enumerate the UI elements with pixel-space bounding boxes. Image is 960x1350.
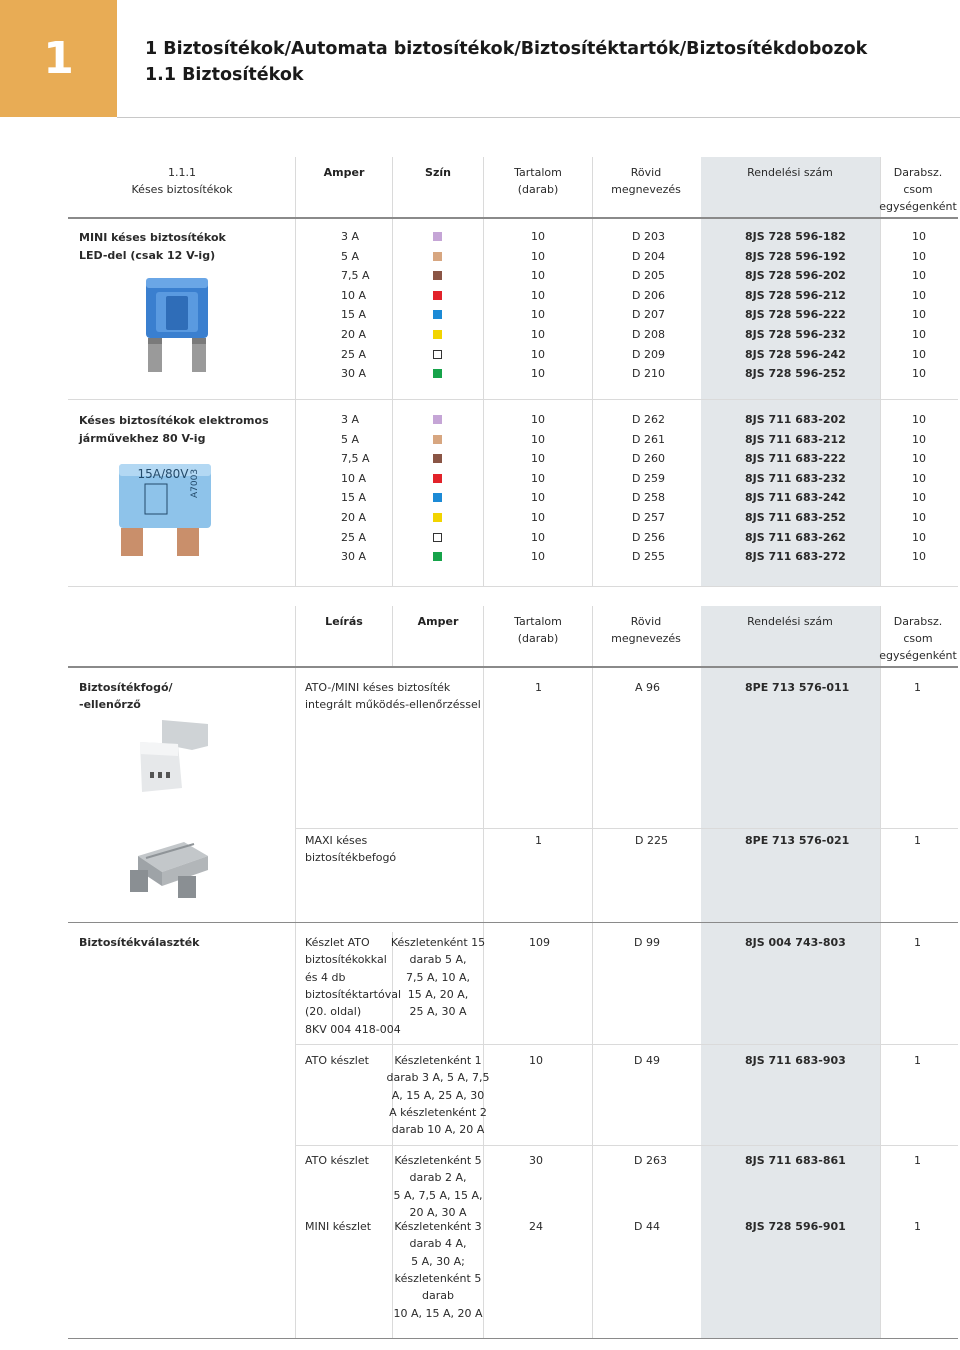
pack-qty-cell: 10 <box>912 367 926 381</box>
chapter-number-box <box>0 0 117 117</box>
pack-qty-cell: 10 <box>912 471 926 485</box>
amper-cell: 5 A, 30 A; <box>411 1254 465 1268</box>
header-darabsz: Darabsz. <box>893 166 943 179</box>
amper-cell: 10 A, 15 A, 20 A <box>393 1306 483 1320</box>
amp-cell: 5 A <box>341 249 360 263</box>
col-divider <box>483 606 484 1338</box>
amp-cell: 7,5 A <box>341 452 370 466</box>
description-cell: ATO-/MINI késes biztosíték <box>305 681 451 694</box>
col-divider <box>392 606 393 667</box>
order-number-cell: 8JS 711 683-232 <box>745 471 846 485</box>
amp-cell: 15 A <box>341 308 367 322</box>
header-rule <box>68 666 958 668</box>
short-name-cell: D 260 <box>632 452 665 466</box>
row-divider <box>296 1145 958 1146</box>
description-cell: biztosítékokkal <box>305 953 387 967</box>
header-darabsz: Darabsz. <box>893 615 943 628</box>
short-name-cell: A 96 <box>635 681 661 694</box>
pack-qty-cell: 10 <box>912 432 926 446</box>
header-megnevezes: megnevezés <box>611 183 681 196</box>
col-divider <box>392 157 393 587</box>
table-end-rule <box>68 1338 958 1339</box>
order-number-cell: 8PE 713 576-011 <box>745 681 850 694</box>
header-rule <box>117 117 960 118</box>
short-name-cell: D 258 <box>632 491 665 505</box>
amper-cell: készletenként 5 <box>394 1271 482 1285</box>
amp-cell: 25 A <box>341 530 367 544</box>
header-szin: Szín <box>425 166 451 179</box>
qty-cell: 10 <box>531 550 545 564</box>
header-rendelesi-szam: Rendelési szám <box>747 615 833 628</box>
amper-cell: darab 2 A, <box>409 1171 467 1185</box>
qty-cell: 109 <box>529 936 550 949</box>
header-csom: csom <box>903 632 933 645</box>
section-name: Késes biztosítékok <box>131 183 233 196</box>
section-rule <box>68 922 958 923</box>
order-number-cell: 8JS 728 596-182 <box>745 230 846 243</box>
header-rovid: Rövid <box>630 615 662 628</box>
header-tartalom-unit: (darab) <box>517 183 559 196</box>
order-number-cell: 8JS 711 683-202 <box>745 413 846 426</box>
order-number-cell: 8JS 728 596-242 <box>745 347 846 361</box>
qty-cell: 10 <box>531 452 545 466</box>
amper-cell: darab 3 A, 5 A, 7,5 <box>386 1071 490 1085</box>
amper-cell: Készletenként 5 <box>394 1154 482 1167</box>
color-swatch <box>433 330 442 339</box>
order-number-cell: 8PE 713 576-021 <box>745 834 850 847</box>
order-number-cell: 8JS 711 683-272 <box>745 550 846 564</box>
header-amper: Amper <box>323 166 365 179</box>
order-number-cell: 8JS 711 683-252 <box>745 511 846 524</box>
short-name-cell: D 203 <box>632 230 665 243</box>
col-divider <box>592 157 593 587</box>
description-cell: Készlet ATO <box>305 936 370 949</box>
description-cell: integrált működés-ellenőrzéssel <box>305 698 481 711</box>
header-amper: Amper <box>417 615 459 628</box>
header-rendelesi-szam: Rendelési szám <box>747 166 833 179</box>
qty-cell: 10 <box>531 471 545 485</box>
short-name-cell: D 206 <box>632 288 665 302</box>
amp-cell: 3 A <box>341 413 360 426</box>
amper-cell: darab 10 A, 20 A <box>391 1123 485 1137</box>
color-swatch <box>433 291 442 300</box>
short-name-cell: D 99 <box>634 936 660 949</box>
short-name-cell: D 49 <box>634 1054 660 1067</box>
group-divider <box>68 399 958 400</box>
amper-cell: Készletenként 15 <box>390 936 486 949</box>
mini-fuse-image <box>142 272 212 376</box>
pack-qty-cell: 10 <box>912 230 926 243</box>
qty-cell: 10 <box>529 1054 543 1067</box>
amper-cell: Készletenként 3 <box>394 1220 482 1233</box>
order-number-cell: 8JS 728 596-901 <box>745 1220 846 1233</box>
pack-qty-cell: 10 <box>912 288 926 302</box>
amp-cell: 20 A <box>341 511 367 524</box>
amper-cell: Készletenként 1 <box>394 1054 482 1067</box>
pack-qty-cell: 10 <box>912 249 926 263</box>
qty-cell: 10 <box>531 249 545 263</box>
header-csom: csom <box>903 183 933 196</box>
order-number-cell: 8JS 711 683-212 <box>745 432 846 446</box>
amp-cell: 7,5 A <box>341 269 370 283</box>
color-swatch <box>433 232 442 241</box>
pack-qty-cell: 1 <box>914 834 921 847</box>
color-swatch <box>433 415 442 424</box>
qty-cell: 10 <box>531 308 545 322</box>
order-number-cell: 8JS 728 596-202 <box>745 269 846 283</box>
amper-cell: darab <box>422 1289 454 1303</box>
chapter-number: 1 <box>43 33 74 84</box>
pack-qty-cell: 10 <box>912 328 926 341</box>
color-swatch <box>433 252 442 261</box>
group-label-ev: Késes biztosítékok elektromos <box>79 414 269 427</box>
maxi-holder-image <box>124 836 210 902</box>
qty-cell: 10 <box>531 511 545 524</box>
order-number-cell: 8JS 711 683-222 <box>745 452 846 466</box>
short-name-cell: D 44 <box>634 1220 660 1233</box>
short-name-cell: D 256 <box>632 530 665 544</box>
color-swatch <box>433 533 442 542</box>
header-megnevezes: megnevezés <box>611 632 681 645</box>
short-name-cell: D 207 <box>632 308 665 322</box>
pack-qty-cell: 1 <box>914 1154 921 1167</box>
order-number-cell: 8JS 728 596-212 <box>745 288 846 302</box>
qty-cell: 10 <box>531 432 545 446</box>
col-divider <box>880 157 881 587</box>
description-cell: 8KV 004 418-004 <box>305 1022 401 1036</box>
header-rule <box>68 217 958 219</box>
description-cell: biztosítékbefogó <box>305 851 397 864</box>
pack-qty-cell: 10 <box>912 308 926 322</box>
color-swatch <box>433 513 442 522</box>
color-swatch <box>433 350 442 359</box>
amp-cell: 10 A <box>341 288 367 302</box>
order-number-cell: 8JS 711 683-903 <box>745 1054 846 1067</box>
description-cell: biztosítéktartóval <box>305 987 402 1001</box>
short-name-cell: D 210 <box>632 367 665 381</box>
header-tartalom: Tartalom <box>514 166 562 179</box>
pack-qty-cell: 10 <box>912 491 926 505</box>
pack-qty-cell: 1 <box>914 936 921 949</box>
header-rovid: Rövid <box>630 166 662 179</box>
pack-qty-cell: 10 <box>912 452 926 466</box>
amper-cell: 20 A, 30 A <box>409 1205 467 1219</box>
amp-cell: 25 A <box>341 347 367 361</box>
fuse-print-code: A7003 <box>190 468 200 498</box>
header-tartalom-unit: (darab) <box>517 632 559 645</box>
header-egysegenkent: egységenként <box>879 649 957 662</box>
pack-qty-cell: 10 <box>912 550 926 564</box>
color-swatch <box>433 454 442 463</box>
qty-cell: 10 <box>531 413 545 426</box>
description-cell: és 4 db <box>305 970 346 984</box>
qty-cell: 1 <box>535 834 542 847</box>
description-cell: MINI készlet <box>305 1220 372 1233</box>
pack-qty-cell: 1 <box>914 1220 921 1233</box>
pack-qty-cell: 10 <box>912 530 926 544</box>
short-name-cell: D 263 <box>634 1154 667 1167</box>
order-number-cell: 8JS 728 596-192 <box>745 249 846 263</box>
order-number-cell: 8JS 711 683-242 <box>745 491 846 505</box>
pack-qty-cell: 1 <box>914 681 921 694</box>
amp-cell: 20 A <box>341 328 367 341</box>
short-name-cell: D 262 <box>632 413 665 426</box>
qty-cell: 10 <box>531 491 545 505</box>
header-leiras: Leírás <box>325 615 363 628</box>
amp-cell: 10 A <box>341 471 367 485</box>
page-title-line2: 1.1 Biztosítékok <box>145 65 304 85</box>
qty-cell: 10 <box>531 367 545 381</box>
amper-cell: darab 4 A, <box>409 1237 467 1251</box>
short-name-cell: D 208 <box>632 328 665 341</box>
order-number-cell: 8JS 004 743-803 <box>745 936 846 949</box>
short-name-cell: D 209 <box>632 347 665 361</box>
group-label-mini: MINI késes biztosítékok <box>79 231 226 244</box>
page-title <box>145 36 867 88</box>
amper-cell: A, 15 A, 25 A, 30 <box>391 1088 485 1102</box>
order-number-cell: 8JS 728 596-222 <box>745 308 846 322</box>
order-number-cell: 8JS 728 596-232 <box>745 328 846 341</box>
holder-sublabel: -ellenőrző <box>79 698 141 711</box>
color-swatch <box>433 310 442 319</box>
amp-cell: 15 A <box>341 491 367 505</box>
pack-qty-cell: 10 <box>912 511 926 524</box>
amper-cell: A készletenként 2 <box>389 1105 487 1119</box>
qty-cell: 24 <box>529 1220 543 1233</box>
pack-qty-cell: 1 <box>914 1054 921 1067</box>
col-divider <box>592 606 593 1338</box>
color-swatch <box>433 435 442 444</box>
description-cell: (20. oldal) <box>305 1005 362 1019</box>
amp-cell: 3 A <box>341 230 360 243</box>
short-name-cell: D 205 <box>632 269 665 283</box>
short-name-cell: D 259 <box>632 471 665 485</box>
color-swatch <box>433 271 442 280</box>
description-cell: ATO készlet <box>305 1054 369 1067</box>
pack-qty-cell: 10 <box>912 413 926 426</box>
qty-cell: 1 <box>535 681 542 694</box>
qty-cell: 10 <box>531 269 545 283</box>
order-number-cell: 8JS 711 683-262 <box>745 530 846 544</box>
table-end-rule <box>68 586 958 587</box>
group-sublabel-mini: LED-del (csak 12 V-ig) <box>79 249 216 262</box>
amper-cell: darab 5 A, <box>409 953 467 967</box>
short-name-cell: D 261 <box>632 432 665 446</box>
qty-cell: 10 <box>531 328 545 341</box>
col-divider <box>295 157 296 587</box>
amp-cell: 30 A <box>341 550 367 564</box>
row-divider <box>296 828 958 829</box>
col-divider <box>295 606 296 1338</box>
row-divider <box>296 1044 958 1045</box>
group-sublabel-ev: járművekhez 80 V-ig <box>79 432 206 445</box>
qty-cell: 30 <box>529 1154 543 1167</box>
col-divider <box>483 157 484 587</box>
header-tartalom: Tartalom <box>514 615 562 628</box>
assortment-label: Biztosítékválaszték <box>79 936 200 949</box>
qty-cell: 10 <box>531 347 545 361</box>
fuse-print-rating: 15A/80V <box>137 467 189 481</box>
amper-cell: 7,5 A, 10 A, <box>405 970 471 984</box>
qty-cell: 10 <box>531 288 545 302</box>
color-swatch <box>433 493 442 502</box>
pack-qty-cell: 10 <box>912 269 926 283</box>
amp-cell: 5 A <box>341 432 360 446</box>
short-name-cell: D 255 <box>632 550 665 564</box>
pack-qty-cell: 10 <box>912 347 926 361</box>
short-name-cell: D 225 <box>635 834 668 847</box>
description-cell: MAXI késes <box>305 834 368 847</box>
fuse-puller-image <box>132 714 212 794</box>
amper-cell: 25 A, 30 A <box>409 1005 467 1019</box>
page-title-line1: 1 Biztosítékok/Automata biztosítékok/Biztosítéktartók/Biztosítékdobozok <box>145 39 868 59</box>
amper-cell: 15 A, 20 A, <box>407 987 469 1001</box>
amp-cell: 30 A <box>341 367 367 381</box>
section-number: 1.1.1 <box>168 166 196 179</box>
holder-label: Biztosítékfogó/ <box>79 681 173 694</box>
order-number-cell: 8JS 711 683-861 <box>745 1154 846 1167</box>
description-cell: ATO készlet <box>305 1154 369 1167</box>
short-name-cell: D 257 <box>632 511 665 524</box>
color-swatch <box>433 552 442 561</box>
amper-cell: 5 A, 7,5 A, 15 A, <box>393 1188 483 1202</box>
short-name-cell: D 204 <box>632 249 665 263</box>
order-number-cell: 8JS 728 596-252 <box>745 367 846 381</box>
header-egysegenkent: egységenként <box>879 200 957 213</box>
color-swatch <box>433 474 442 483</box>
col-divider <box>880 606 881 1338</box>
color-swatch <box>433 369 442 378</box>
ev-fuse-image <box>115 462 215 560</box>
qty-cell: 10 <box>531 530 545 544</box>
qty-cell: 10 <box>531 230 545 243</box>
